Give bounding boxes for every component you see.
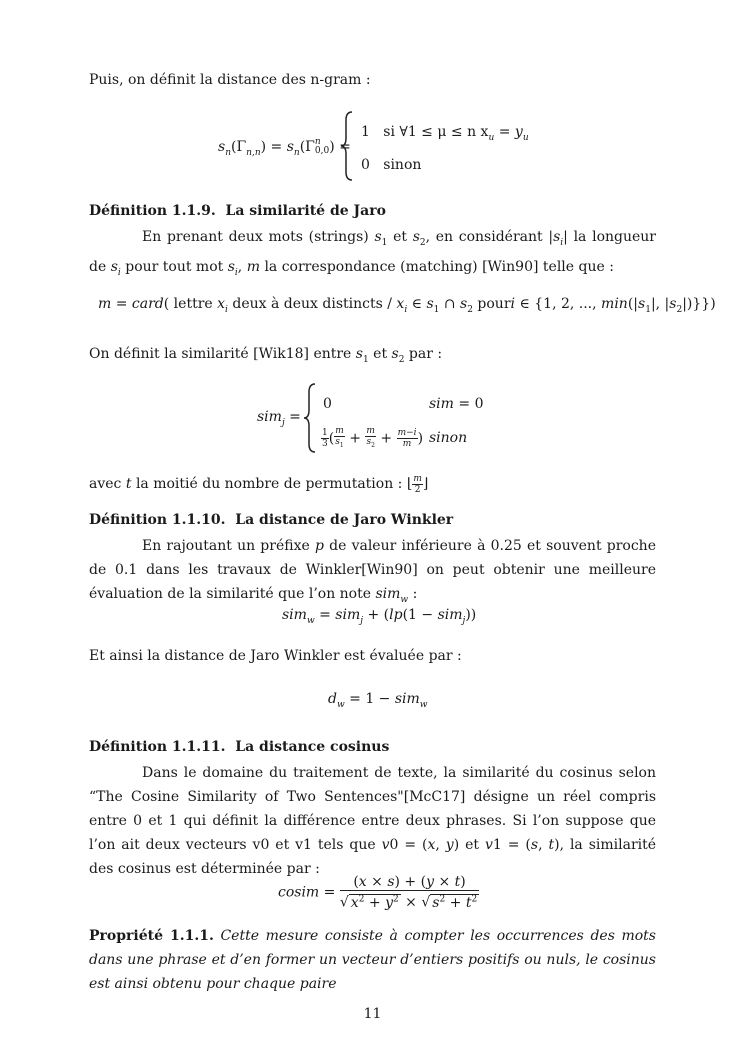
ngram-intro: Puis, on définit la distance des n-gram : [89,72,371,88]
ngram-case-2: 0 sinon [361,157,422,173]
cosim-formula: cosim = $\frac{(x \times s) + (y \times t)}{√ x^2 + y^2 \times √ s^2 + t^2}$ [278,874,478,911]
definition-jw-text: En rajoutant un préfixe p de valeur inférieure à 0.25 et souvent proche de 0.1 dans les travaux de Winkler[Win90] on peut obtenir une meilleure évaluation de la similarité que l’on note sim$_w$ : [89,538,656,605]
definition-jw-heading: Définition 1.1.10. La distance de Jaro Winkler [89,512,454,528]
simw-formula: sim$_w$ = sim$_j$ + (lp(1 − sim$_j$)) [282,607,477,626]
permutation-line: avec t la moitié du nombre de permutation : ⌊ $\frac{m}{2}$ ⌋ [89,473,429,495]
definition-cos-heading: Définition 1.1.11. La distance cosinus [89,739,390,755]
matching-formula: m = card( lettre $x_i$ deux à deux distincts / $x_i$ ∈ $s_1$ ∩ $s_2$ pouri ∈ {1, 2, ..., $\min(|s_1|$, $|s_2|$)}}) [98,296,716,315]
simj-brace [303,382,317,454]
definition-jaro-heading: Définition 1.1.9. La similarité de Jaro [89,203,386,219]
page-number: 11 [363,1006,382,1022]
simj-case-2-value: $\frac{1}{3}$ ( $\frac{m}{s_1}$ + $\frac{m}{s_2}$ + $\frac{m-i}{m}$ ) [322,426,424,449]
definition-cos-text: Dans le domaine du traitement de texte, la similarité du cosinus selon “The Cosine Similarity of Two Sentences"[McC17] désigne un réel compris entre 0 et 1 qui définit la différence entre deux phrases. Si l’on suppose que l’on ait deux vecteurs v0 et v1 tels que v0 = (x, y) et v1 = (s, t), la similarité des cosinus est déterminée par : [89,765,657,877]
simj-case-1-condition: sim = 0 [429,396,484,412]
simj-lhs: sim$_j$ = [257,409,301,428]
dw-formula: $d_w = 1 - sim_w$ [328,691,428,710]
jw-distance-text: Et ainsi la distance de Jaro Winkler est évaluée par : [89,648,462,664]
ngram-brace [340,110,354,182]
similarity-intro: On définit la similarité [Wik18] entre $s_1$ et $s_2$ par : [89,346,443,365]
property-text: Propriété 1.1.1. Cette mesure consiste à compter les occurrences des mots dans une phrase et d’en former un vecteur d’entiers positifs ou nuls, le cosinus est ainsi obtenu pour chaque paire [89,928,656,992]
ngram-equation-lhs: $s_n(\Gamma_{n,n}) = s_n(\Gamma n$ 0,0) = [218,137,351,158]
definition-jaro-text: En prenant deux mots (strings) $s_1$ et $s_2$, en considérant $|s_i|$ la longueur de $s_i$ pour tout mot $s_i$, m la correspondance (matching) [Win90] telle que : [89,229,656,278]
simj-case-2-condition: sinon [429,430,468,446]
ngram-case-1: 1 si ∀1 ≤ μ ≤ n $x_u = y_u$ [361,124,529,143]
simj-case-1-value: 0 [323,396,332,412]
